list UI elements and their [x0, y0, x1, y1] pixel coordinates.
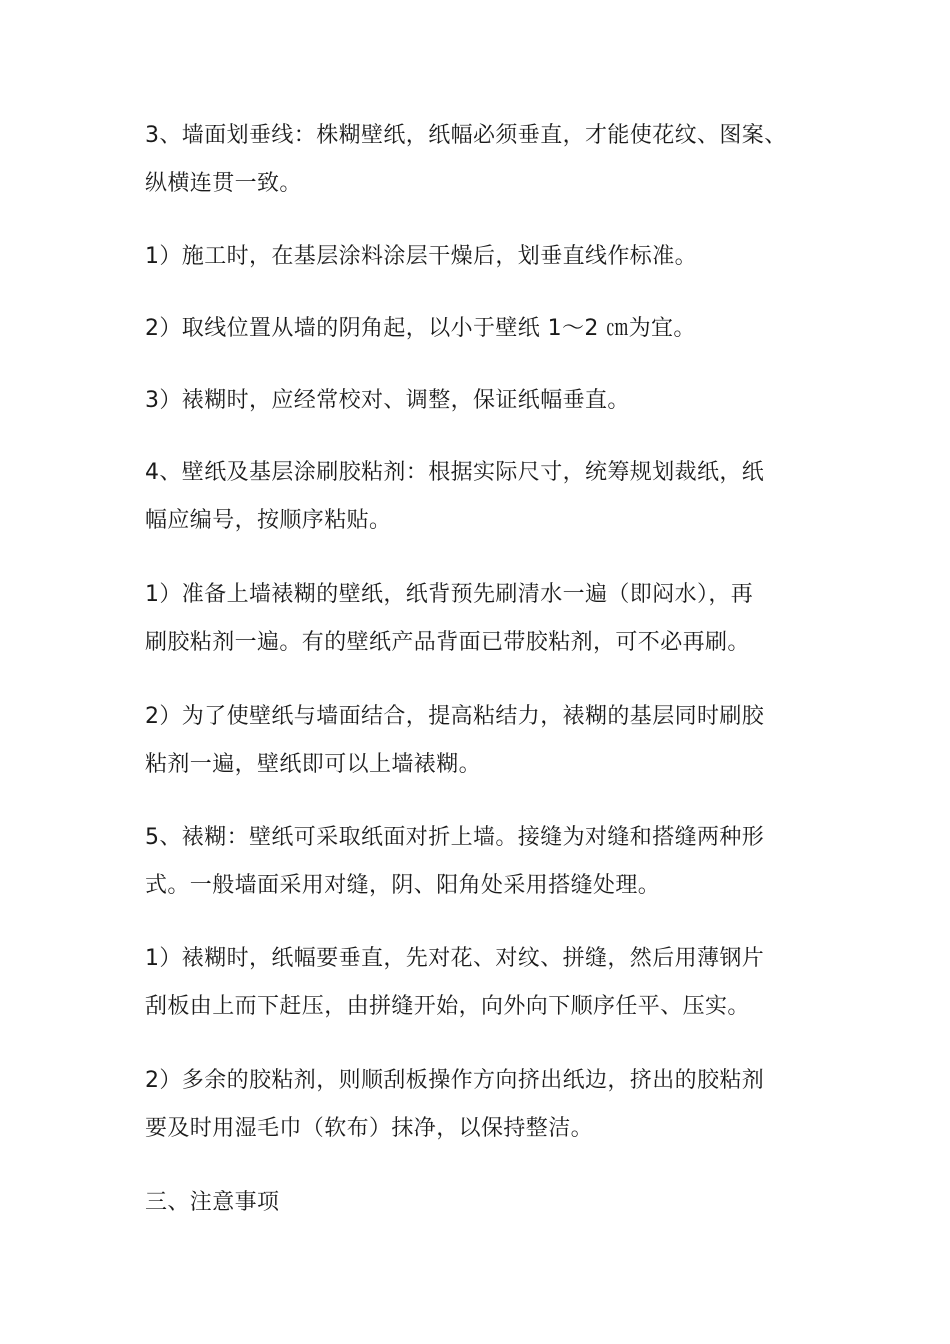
paragraph-5-2 [145, 1057, 815, 1153]
paragraph-3-1 [145, 233, 815, 281]
text-line: 4、壁纸及基层涂刷胶粘剂：根据实际尺寸，统筹规划裁纸，纸 [145, 460, 765, 485]
text-line: 三、注意事项 [145, 1190, 280, 1215]
text-line: 刮板由上而下赶压，由拼缝开始，向外向下顺序任平、压实。 [145, 994, 750, 1019]
text-line: 2）多余的胶粘剂，则顺刮板操作方向挤出纸边，挤出的胶粘剂 [145, 1068, 765, 1093]
section-heading-notes [145, 1179, 815, 1227]
text-line: 1）施工时，在基层涂料涂层干燥后，划垂直线作标准。 [145, 244, 697, 269]
text-line: 式。一般墙面采用对缝，阴、阳角处采用搭缝处理。 [145, 873, 661, 898]
paragraph-4-2 [145, 693, 815, 789]
text-line: 5、裱糊：壁纸可采取纸面对折上墙。接缝为对缝和搭缝两种形 [145, 825, 765, 850]
text-line: 3、墙面划垂线：株糊壁纸，纸幅必须垂直，才能使花纹、图案、 [145, 123, 787, 148]
text-line: 1）准备上墙裱糊的壁纸，纸背预先刷清水一遍（即闷水），再 [145, 582, 754, 607]
text-line: 幅应编号，按顺序粘贴。 [145, 508, 392, 533]
text-line: 2）取线位置从墙的阴角起，以小于壁纸 1～2 ㎝为宜。 [145, 316, 696, 341]
paragraph-3-3 [145, 377, 815, 425]
text-line: 要及时用湿毛巾（软布）抹净，以保持整洁。 [145, 1116, 594, 1141]
text-line: 3）裱糊时，应经常校对、调整，保证纸幅垂直。 [145, 388, 630, 413]
paragraph-4-adhesive [145, 449, 815, 545]
text-line: 刷胶粘剂一遍。有的壁纸产品背面已带胶粘剂，可不必再刷。 [145, 630, 750, 655]
paragraph-5-1 [145, 935, 815, 1031]
paragraph-5-pasting [145, 814, 815, 910]
paragraph-3-2 [145, 305, 815, 353]
paragraph-4-1 [145, 571, 815, 667]
text-line: 纵横连贯一致。 [145, 171, 302, 196]
text-line: 1）裱糊时，纸幅要垂直，先对花、对纹、拼缝，然后用薄钢片 [145, 946, 765, 971]
text-line: 粘剂一遍，壁纸即可以上墙裱糊。 [145, 752, 482, 777]
text-line: 2）为了使壁纸与墙面结合，提高粘结力，裱糊的基层同时刷胶 [145, 704, 765, 729]
paragraph-3-vertical-lines [145, 112, 815, 208]
